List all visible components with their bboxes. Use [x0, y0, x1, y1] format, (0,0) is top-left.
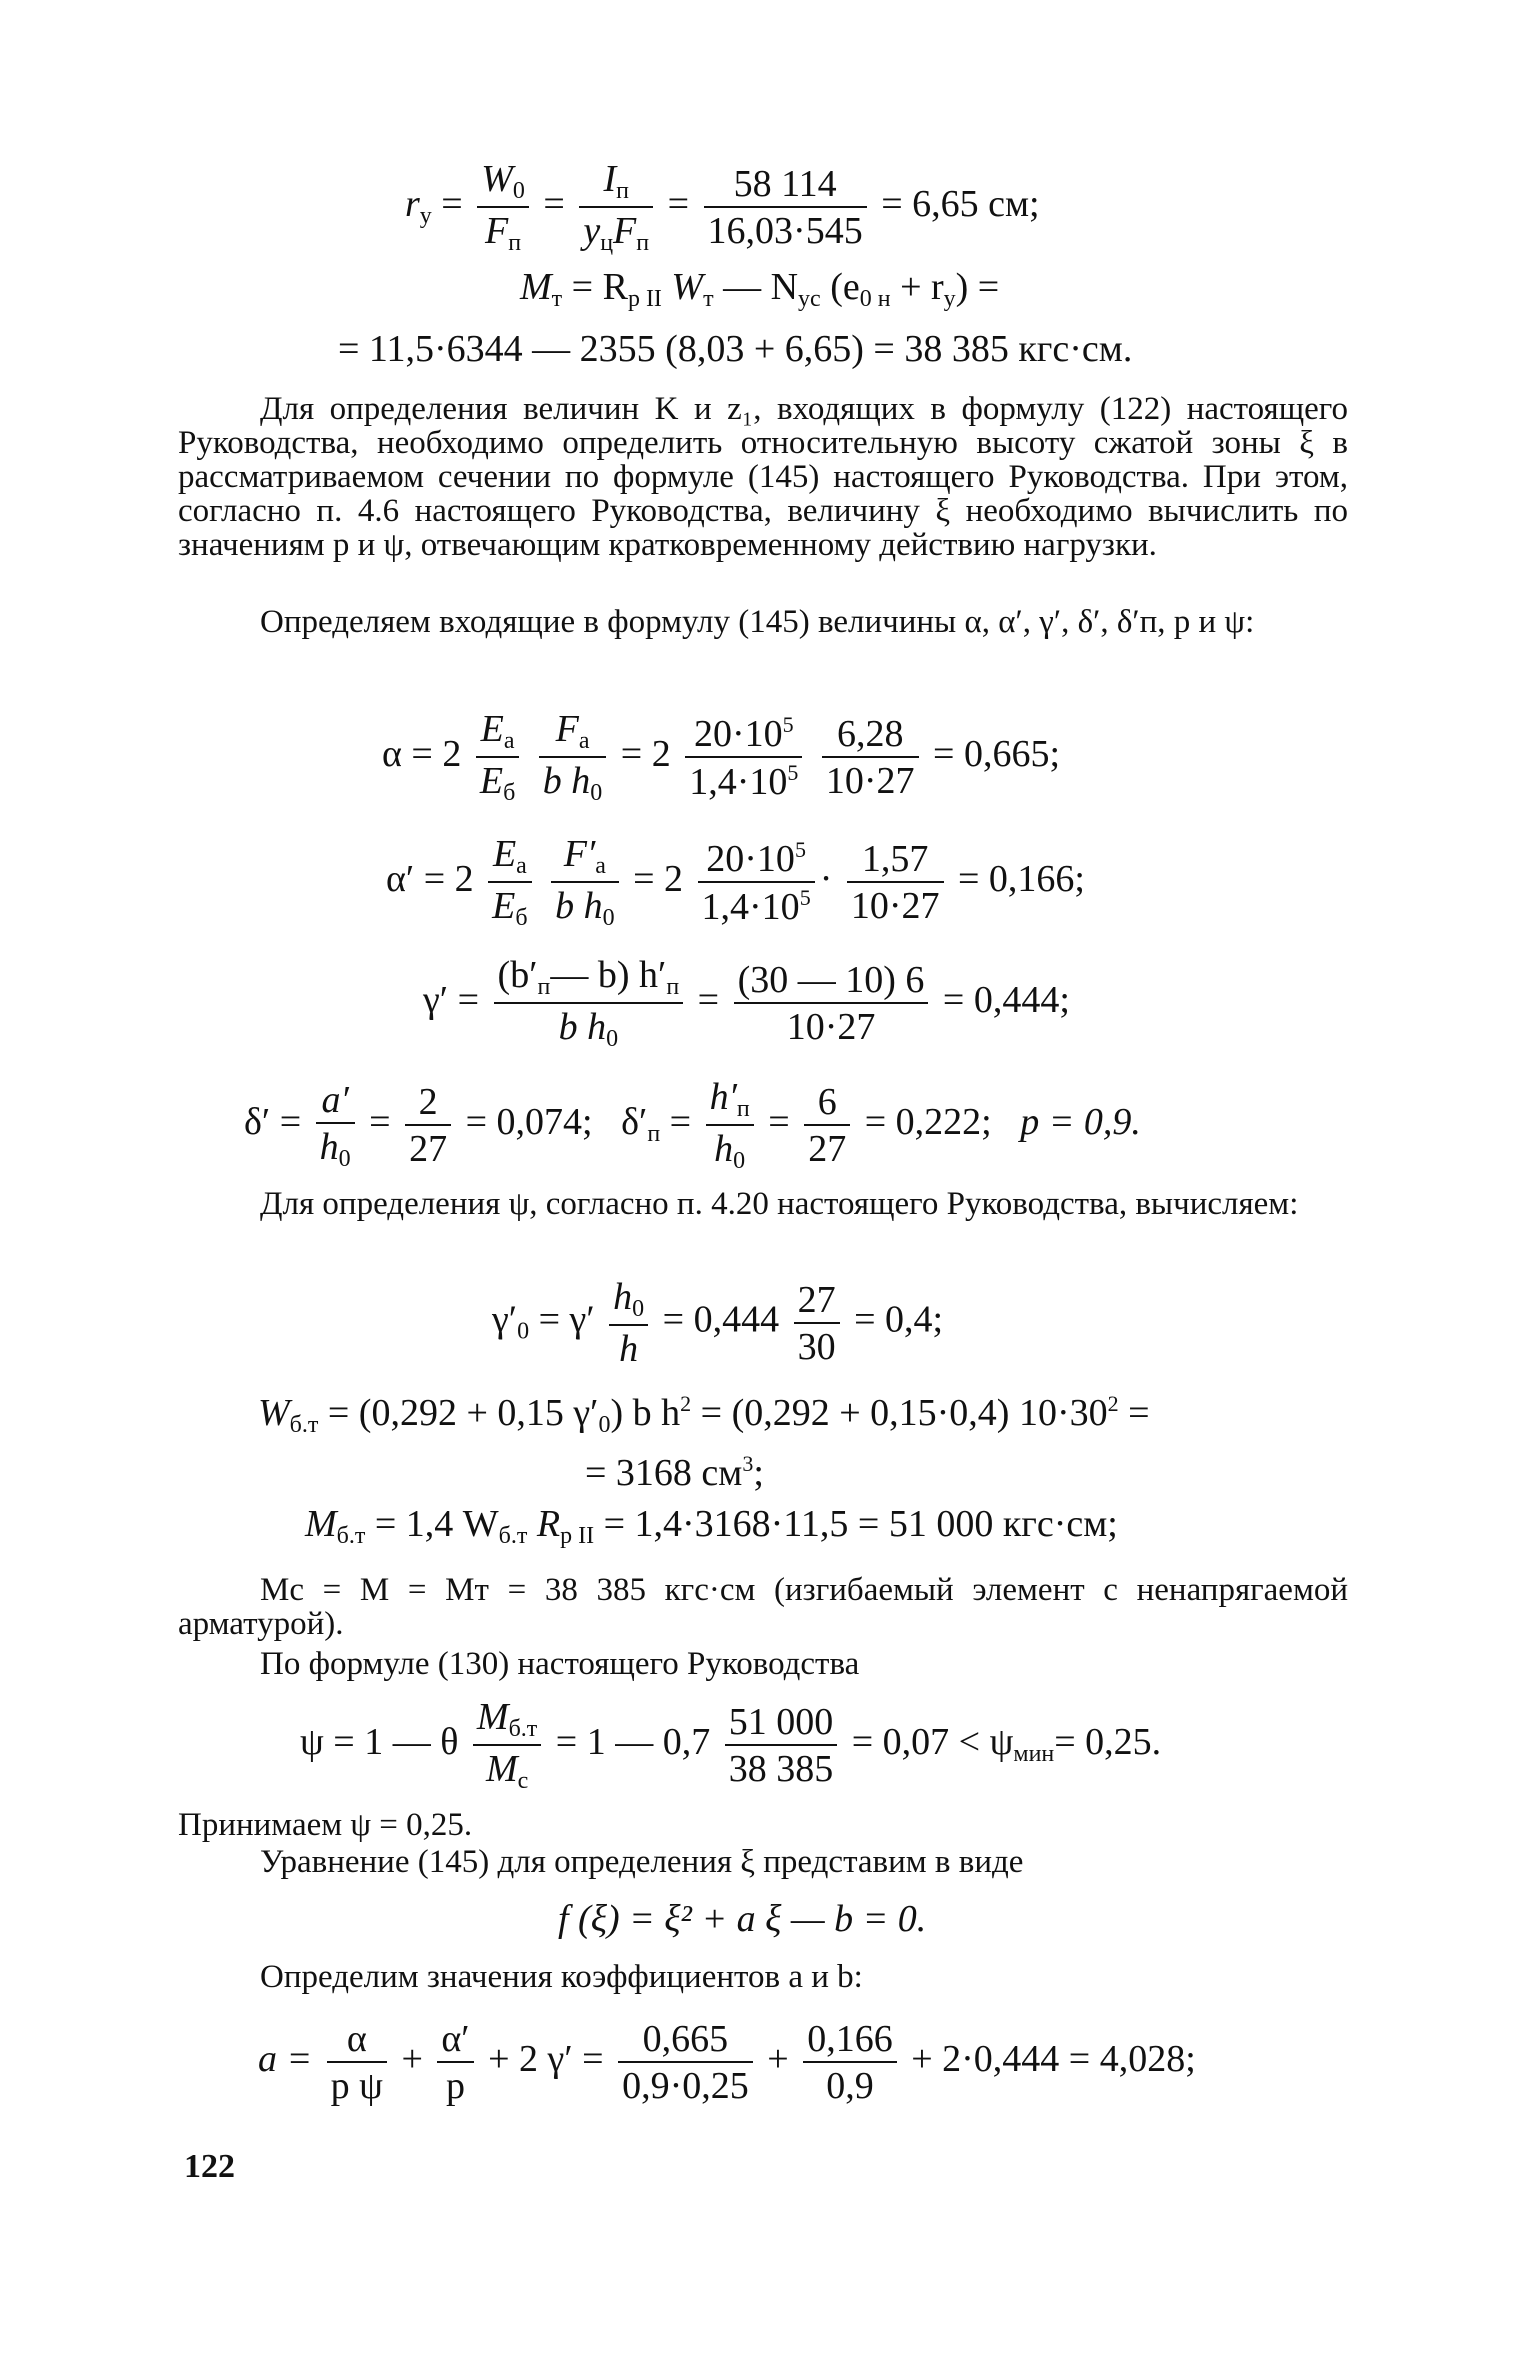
eq-result: = 0,074;: [465, 1101, 593, 1144]
fraction-num: 1,57: [847, 840, 944, 883]
page-number: 122: [184, 2148, 235, 2185]
eq-sub: т: [551, 286, 563, 312]
fraction-num: F: [555, 708, 579, 750]
eq-lhs: α′ = 2: [386, 858, 474, 901]
eq-sub: мин: [1013, 1741, 1055, 1768]
eq-sub: 0: [602, 905, 615, 931]
fraction-den: 10·27: [786, 1006, 876, 1048]
fraction-num: 51 000: [725, 1703, 838, 1746]
fraction-den: M: [485, 1748, 518, 1790]
eq-sub: c: [517, 1768, 529, 1794]
eq-sub: 0: [733, 1148, 746, 1174]
eq-result: p = 0,9.: [1020, 1101, 1141, 1144]
fraction-den: p ψ: [330, 2065, 383, 2107]
fraction-den: 30: [797, 1325, 836, 1368]
equation-deltas: [244, 1078, 1141, 1173]
fraction-num: h′: [709, 1076, 737, 1118]
eq-text: = 1 — 0,7: [555, 1721, 711, 1764]
equation-wbt-line1: [258, 1393, 1150, 1437]
eq-sub: б.т: [498, 1523, 528, 1549]
eq-symbol: r: [405, 183, 420, 226]
fraction-num: 20·10: [706, 838, 795, 880]
eq-result: = 0,25.: [1054, 1721, 1162, 1764]
eq-text: =: [369, 1101, 391, 1144]
eq-result: = 0,444;: [942, 979, 1070, 1022]
fraction-den: E: [492, 885, 516, 927]
eq-text: R: [536, 1503, 561, 1545]
eq-sup: 5: [787, 760, 799, 785]
fraction: [685, 714, 802, 801]
fraction-num: 2: [405, 1083, 451, 1126]
fraction: [609, 1278, 648, 1368]
eq-text: = 2: [620, 733, 671, 776]
fraction-den: 10·27: [850, 885, 940, 927]
fraction-den: h: [714, 1128, 734, 1170]
paragraph-4: Mс = M = Mт = 38 385 кгс·см (изгибаемый элемент с ненапрягаемой арматурой).: [178, 1572, 1348, 1642]
eq-sub: б: [503, 780, 516, 806]
fraction: [476, 710, 519, 805]
eq-sub: у: [419, 203, 432, 230]
eq-lhs: δ′: [621, 1101, 648, 1144]
eq-text: = 3168 см: [585, 1452, 743, 1494]
paragraph-1: Для определения величин K и z₁, входящих в формулу (122) настоящего Руководства, необходимо определить относительную высоту сжатой зоны ξ в рассматриваемом сечении по формуле (145) настоящего Руководства. При этом, согласно п. 4.6 настоящего Руководства, величину ξ необходимо вычислить по значениям p и ψ, отвечающим кратковременному действию нагрузки.: [178, 391, 1348, 563]
eq-text: +: [767, 2038, 789, 2081]
fraction-num: I: [603, 158, 617, 200]
fraction-den: p: [446, 2065, 465, 2107]
eq-sub: б.т: [508, 1716, 538, 1742]
eq-sub: 0: [512, 178, 525, 204]
fraction-den: F: [613, 210, 637, 252]
eq-sup: 2: [1107, 1391, 1119, 1416]
eq-text: = 1,4·3168·11,5 = 51 000 кгс·см;: [603, 1503, 1118, 1545]
equation-alpha-prime: [386, 835, 1085, 930]
eq-sup: 3: [742, 1451, 754, 1476]
fraction-den: y: [583, 210, 601, 252]
fraction-num: — b) h′: [550, 954, 667, 996]
eq-lhs: γ′: [492, 1298, 518, 1341]
fraction: [704, 165, 867, 250]
fraction-den: 10·27: [825, 760, 915, 802]
fraction-num: (30 — 10) 6: [734, 961, 929, 1004]
eq-lhs: M: [305, 1503, 337, 1545]
equation-a-coef: [258, 2020, 1196, 2105]
eq-sub: б: [515, 905, 528, 931]
eq-lhs: W: [258, 1392, 290, 1434]
fraction: [847, 840, 944, 925]
eq-text: + 2 γ′ =: [488, 2038, 604, 2081]
eq-text: (e: [830, 266, 860, 308]
fraction-num: a′: [321, 1078, 349, 1121]
eq-sub: ус: [798, 286, 821, 312]
eq-sub: а: [503, 728, 515, 754]
eq-sub: п: [616, 178, 629, 204]
fraction-den: h: [319, 1125, 339, 1168]
fraction-num: W: [481, 158, 513, 200]
paragraph-2: Определяем входящие в формулу (145) величины α, α′, γ′, δ′, δ′п, p и ψ:: [260, 604, 1255, 640]
eq-lhs: a =: [258, 2038, 313, 2081]
equation-mbt: [305, 1505, 1118, 1548]
fraction: [794, 1278, 840, 1368]
eq-sub: п: [736, 1096, 750, 1122]
eq-text: = (0,292 + 0,15·0,4) 10·30: [700, 1392, 1108, 1434]
eq-sup: 5: [794, 837, 806, 862]
fraction-den: 16,03·545: [707, 210, 863, 252]
fraction-num: 20·10: [693, 713, 783, 755]
equation-alpha: [382, 710, 1060, 805]
fraction-den: 1,4·10: [689, 761, 788, 803]
fraction: [725, 1703, 838, 1788]
eq-sub: п: [636, 230, 650, 256]
eq-text: ;: [753, 1452, 764, 1494]
eq-sub: б.т: [336, 1523, 366, 1549]
fraction: [539, 710, 607, 805]
eq-sub: 0: [598, 1412, 611, 1438]
eq-lhs: ψ = 1 — θ: [300, 1721, 459, 1764]
equation-psi: [300, 1698, 1161, 1793]
eq-sub: 0 н: [859, 286, 891, 312]
eq-text: = γ′: [538, 1298, 595, 1341]
eq-text: + r: [900, 266, 944, 308]
eq-sub: p II: [627, 286, 662, 312]
fraction-num: α: [327, 2020, 387, 2063]
eq-text: ) =: [955, 266, 1000, 308]
eq-sub: а: [595, 853, 606, 879]
fraction-den: h: [619, 1328, 639, 1370]
eq-text: = 0,444: [662, 1298, 780, 1341]
eq-text: = 2: [633, 858, 684, 901]
fraction: [477, 160, 529, 255]
fraction-num: 6,28: [822, 715, 919, 758]
eq-text: = (0,292 + 0,15 γ′: [327, 1392, 599, 1434]
equation-mt-line1: [520, 268, 999, 311]
fraction-den: b h: [542, 760, 591, 802]
fraction-den: 27: [808, 1128, 847, 1170]
eq-sub: 0: [606, 1026, 619, 1052]
equation-gamma0: [492, 1278, 943, 1368]
eq-sub: б.т: [289, 1412, 319, 1438]
eq-sub: а: [578, 728, 590, 754]
eq-text: =: [697, 979, 720, 1022]
eq-lhs: δ′ =: [244, 1101, 302, 1144]
fraction-num: E: [480, 708, 504, 750]
fraction-den: 27: [409, 1128, 448, 1170]
eq-sub: 0: [338, 1145, 351, 1172]
fraction: [488, 835, 531, 930]
fraction-num: M: [476, 1696, 509, 1738]
eq-sub: 0: [590, 780, 603, 806]
fraction-num: F′: [563, 833, 596, 875]
fraction-num: α′: [437, 2020, 473, 2063]
fraction: [551, 835, 619, 930]
paragraph-5: По формуле (130) настоящего Руководства: [260, 1646, 860, 1682]
eq-sub: п: [508, 230, 522, 256]
eq-sup: 5: [799, 885, 811, 910]
eq-symbol: M: [520, 266, 552, 308]
fraction-num: E: [492, 833, 517, 875]
eq-sub: у: [943, 286, 956, 312]
fraction-num: 6: [804, 1083, 850, 1126]
eq-sup: 5: [782, 712, 794, 737]
fraction-num: 58 114: [704, 165, 867, 208]
fraction-den: 1,4·10: [701, 886, 800, 928]
eq-result: = 0,166;: [958, 858, 1085, 901]
eq-sub: p II: [560, 1523, 595, 1549]
fraction: [706, 1078, 754, 1173]
fraction: [437, 2020, 473, 2105]
eq-text: = R: [571, 266, 628, 308]
paragraph-7: Уравнение (145) для определения ξ представим в виде: [260, 1844, 1024, 1880]
eq-sub: ц: [600, 230, 614, 256]
equation-gamma-prime: [423, 956, 1070, 1051]
fraction: [804, 1083, 850, 1168]
eq-lhs: γ′ =: [423, 979, 480, 1022]
fraction: [494, 956, 684, 1051]
fraction: [822, 715, 919, 800]
equation-ry: $r_у$ = $\frac{W_0}{F_п}$ = $\frac{I_п}{y_цF_п}$ = $\frac{58 114}{16,03\cdot 545}$ = 6,65 см;: [405, 158, 1040, 256]
eq-sub: п: [666, 974, 680, 1000]
equation-mt-line2: = 11,5·6344 — 2355 (8,03 + 6,65) = 38 385 кгс·см.: [338, 328, 1133, 370]
fraction-den: b h: [555, 885, 603, 927]
eq-result: = 0,665;: [933, 733, 1061, 776]
fraction-num: 27: [794, 1281, 840, 1324]
eq-text: ·: [819, 858, 833, 901]
fraction: [316, 1078, 355, 1172]
fraction-num: 0,665: [618, 2020, 753, 2063]
eq-sub: 0: [632, 1296, 645, 1322]
fraction: [579, 160, 653, 255]
eq-result: = 0,222;: [864, 1101, 992, 1144]
eq-result: = 0,07 < ψ: [851, 1721, 1014, 1764]
fraction-den: b h: [558, 1006, 607, 1048]
equation-wbt-line2: [585, 1453, 764, 1492]
eq-text: =: [1128, 1392, 1150, 1434]
eq-sup: 2: [680, 1391, 692, 1416]
eq-sub: п: [647, 1121, 661, 1148]
eq-text: f (ξ) = ξ² + a ξ — b = 0.: [558, 1898, 927, 1940]
eq-text: ) b h: [610, 1392, 681, 1434]
eq-sub: 0: [517, 1318, 530, 1345]
eq-text: =: [768, 1101, 790, 1144]
fraction: [405, 1083, 451, 1168]
eq-text: =: [669, 1101, 692, 1144]
eq-text: +: [401, 2038, 423, 2081]
fraction-num: h: [613, 1276, 633, 1318]
fraction-den: 0,9·0,25: [622, 2065, 749, 2107]
eq-lhs: α = 2: [382, 733, 462, 776]
fraction-den: 38 385: [728, 1748, 834, 1790]
fraction-den: 0,9: [826, 2065, 874, 2107]
equation-f-xi: [558, 1900, 926, 1938]
eq-result: + 2·0,444 = 4,028;: [911, 2038, 1196, 2081]
eq-text: = 1,4 W: [374, 1503, 499, 1545]
eq-text: — N: [723, 266, 799, 308]
fraction-den: E: [479, 760, 504, 802]
fraction-num: 0,166: [803, 2020, 897, 2063]
paragraph-6: Принимаем ψ = 0,25.: [178, 1807, 473, 1843]
fraction: [327, 2020, 387, 2105]
eq-sub: п: [537, 974, 551, 1000]
fraction: [734, 961, 929, 1046]
eq-symbol: W: [671, 266, 704, 308]
eq-sub: а: [516, 853, 527, 879]
paragraph-8: Определим значения коэффициентов a и b:: [260, 1959, 863, 1995]
eq-result: = 6,65 см;: [881, 183, 1040, 226]
fraction-num: (b′: [497, 954, 538, 996]
fraction: [618, 2020, 753, 2105]
fraction: [473, 1698, 541, 1793]
fraction: [803, 2020, 897, 2105]
eq-result: = 0,4;: [854, 1298, 944, 1341]
paragraph-3: Для определения ψ, согласно п. 4.20 настоящего Руководства, вычисляем:: [260, 1186, 1299, 1222]
eq-sub: т: [703, 286, 714, 312]
fraction-den: F: [485, 210, 509, 252]
fraction: [698, 839, 815, 926]
